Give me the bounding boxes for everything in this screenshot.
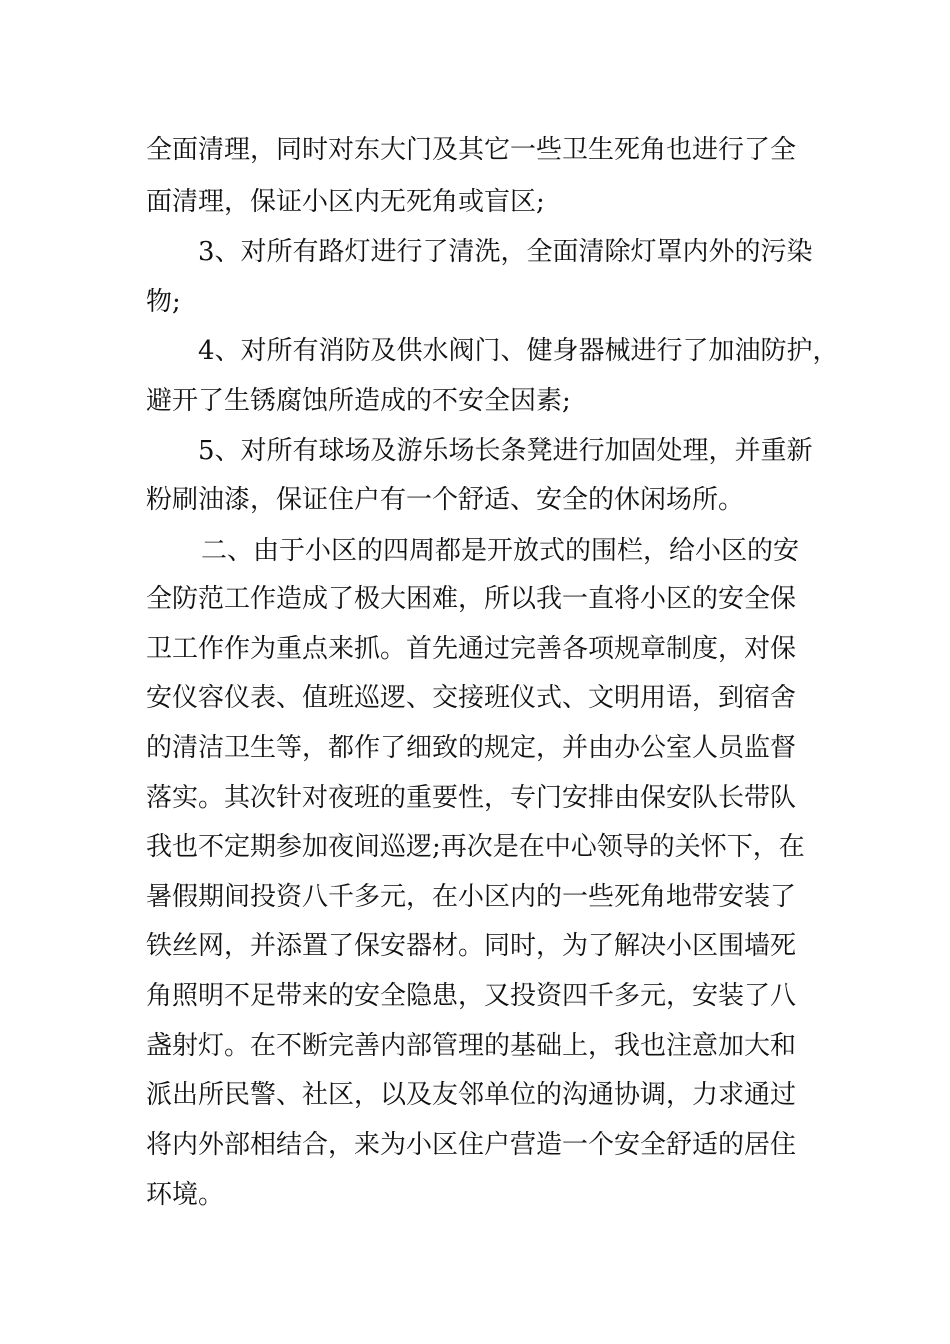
- text-line: 派出所民警、社区，以及友邻单位的沟通协调，力求通过: [146, 1080, 797, 1110]
- text-line: 粉刷油漆，保证住户有一个舒适、安全的休闲场所。: [146, 485, 745, 515]
- paragraph-5-start: 5、对所有球场及游乐场长条凳进行加固处理，并重新: [198, 436, 813, 466]
- text-line: 全防范工作造成了极大困难，所以我一直将小区的安全保: [146, 584, 797, 614]
- text-line: 落实。其次针对夜班的重要性，专门安排由保安队长带队: [146, 783, 797, 813]
- text-line: 我也不定期参加夜间巡逻;再次是在中心领导的关怀下，在: [146, 832, 805, 862]
- text-line: 盏射灯。在不断完善内部管理的基础上，我也注意加大和: [146, 1031, 797, 1061]
- paragraph-3-start: 3、对所有路灯进行了清洗，全面清除灯罩内外的污染: [198, 237, 813, 267]
- section-2-start: 二、由于小区的四周都是开放式的围栏，给小区的安: [201, 536, 800, 566]
- paragraph-4-start: 4、对所有消防及供水阀门、健身器械进行了加油防护，: [198, 336, 839, 366]
- text-line: 铁丝网，并添置了保安器材。同时，为了解决小区围墙死: [146, 931, 797, 961]
- text-line: 的清洁卫生等，都作了细致的规定，并由办公室人员监督: [146, 733, 797, 763]
- text-line: 物;: [146, 287, 181, 317]
- text-line: 面清理，保证小区内无死角或盲区;: [146, 187, 545, 217]
- text-line: 暑假期间投资八千多元，在小区内的一些死角地带安装了: [146, 882, 797, 912]
- text-line: 全面清理，同时对东大门及其它一些卫生死角也进行了全: [146, 135, 797, 165]
- text-line: 将内外部相结合，来为小区住户营造一个安全舒适的居住: [146, 1130, 797, 1160]
- text-line: 避开了生锈腐蚀所造成的不安全因素;: [146, 386, 571, 416]
- text-line: 安仪容仪表、值班巡逻、交接班仪式、文明用语，到宿舍: [146, 683, 797, 713]
- text-line: 卫工作作为重点来抓。首先通过完善各项规章制度，对保: [146, 634, 797, 664]
- text-line: 环境。: [146, 1180, 225, 1210]
- text-line: 角照明不足带来的安全隐患，又投资四千多元，安装了八: [146, 981, 797, 1011]
